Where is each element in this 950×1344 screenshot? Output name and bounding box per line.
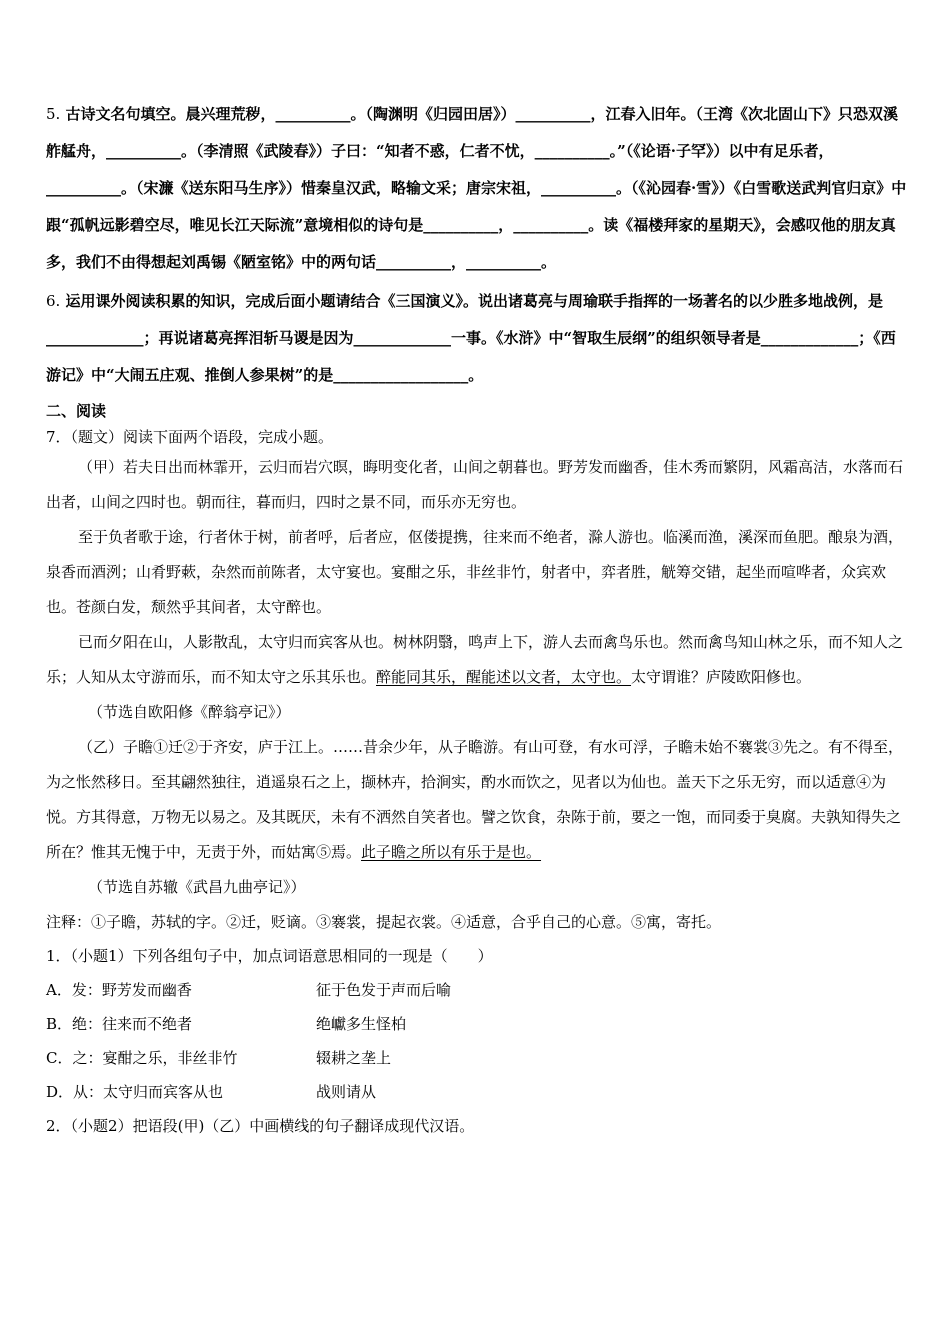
question-6-text: 运用课外阅读积累的知识，完成后面小题请结合《三国演义》。说出诸葛亮与周瑜联手指挥的一场著名的以少胜多地战例，是_____________；再说诸葛亮挥泪斩马谡是因为_____________一事。《水浒》中“智取生辰纲”的组织领导者是_____________；《西游记》中“大闹五庄观、推倒人参果树”的是__________________。 <box>46 292 896 384</box>
underlined-sentence-jia: 醉能同其乐，醒能述以文者，太守也。 <box>376 668 632 686</box>
underlined-sentence-yi: 此子瞻之所以有乐于是也。 <box>361 843 542 861</box>
question-5-number: 5. <box>46 105 61 123</box>
passage-yi-source: （节选自苏辙《武昌九曲亭记》） <box>88 878 306 896</box>
option-a <box>46 973 908 1007</box>
option-a-left: A．发：野芳发而幽香 <box>46 981 192 999</box>
question-5-text: 古诗文名句填空。晨兴理荒秽，__________。（陶渊明《归园田居》）__________，江春入旧年。（王湾《次北固山下》只恐双溪舴艋舟，__________。（李清照《武陵春》）子曰：“知者不惑，仁者不忧，__________。”（《论语·子罕》）以中有足乐者，__________。（宋濂《送东阳马生序》）惜秦皇汉武，略输文采；唐宗宋祖，__________。（《沁园春·雪》）《白雪歌送武判官归京》中跟“孤帆远影碧空尽，唯见长江天际流”意境相似的诗句是__________，__________。读《福楼拜家的星期天》，会感叹他的朋友真多，我们不由得想起刘禹锡《陋室铭》中的两句话__________，__________。 <box>46 105 907 271</box>
annotations: 注释：①子瞻，苏轼的字。②迁，贬谪。③褰裳，提起衣裳。④适意，合乎自己的心意。⑤寓，寄托。 <box>46 913 722 931</box>
question-6 <box>46 283 908 394</box>
option-d-right: 战则请从 <box>316 1083 377 1101</box>
passage-jia-p3-text-a: 已而夕阳在山，人影散乱，太守归而宾客从也。树林阴翳，鸣声上下，游人去而禽鸟乐也。然而禽鸟知山林之乐，而不知人之乐；人知从太守游而乐，而不知太守之乐其乐也。 <box>46 633 904 686</box>
option-b-right: 绝巘多生怪柏 <box>316 1015 407 1033</box>
option-b <box>46 1007 908 1041</box>
passage-jia-paragraph-1: （甲）若夫日出而林霏开，云归而岩穴暝，晦明变化者，山间之朝暮也。野芳发而幽香，佳木秀而繁阴，风霜高洁，水落而石出者，山间之四时也。朝而往，暮而归，四时之景不同，而乐亦无穷也。 <box>46 458 904 511</box>
passage-jia-p3-text-b: 太守谓谁？庐陵欧阳修也。 <box>631 668 812 686</box>
question-5 <box>46 96 908 281</box>
option-c-left: C．之：宴酣之乐，非丝非竹 <box>46 1049 238 1067</box>
option-d <box>46 1075 908 1109</box>
passage-jia-paragraph-3 <box>46 625 908 695</box>
section-heading-reading: 二、阅读 <box>46 402 107 420</box>
passage-jia-source: （节选自欧阳修《醉翁亭记》） <box>88 703 291 721</box>
question-7-intro: 7．（题文）阅读下面两个语段，完成小题。 <box>46 428 334 446</box>
sub-question-1: 1．（小题1）下列各组句子中，加点词语意思相同的一现是（ ） <box>46 947 493 965</box>
question-6-number: 6. <box>46 292 61 310</box>
passage-yi <box>46 730 908 870</box>
option-d-left: D．从：太守归而宾客从也 <box>46 1083 224 1101</box>
option-c <box>46 1041 908 1075</box>
passage-yi-text: （乙）子瞻①迁②于齐安，庐于江上。……昔余少年，从子瞻游。有山可登，有水可浮，子瞻未始不褰裳③先之。有不得至，为之怅然移日。至其翩然独往，逍遥泉石之上，撷林卉，拾涧实，酌水而饮之，见者以为仙也。盖天下之乐无穷，而以适意④为悦。方其得意，万物无以易之。及其既厌，未有不洒然自笑者也。譬之饮食，杂陈于前，要之一饱，而同委于臭腐。夫孰知得失之所在？惟其无愧于中，无责于外，而姑寓⑤焉。 <box>46 738 904 861</box>
document-page <box>46 96 908 1143</box>
sub-question-2: 2．（小题2）把语段(甲)（乙）中画横线的句子翻译成现代汉语。 <box>46 1117 475 1135</box>
passage-jia-paragraph-2: 至于负者歌于途，行者休于树，前者呼，后者应，伛偻提携，往来而不绝者，滁人游也。临溪而渔，溪深而鱼肥。酿泉为酒，泉香而酒洌；山肴野蔌，杂然而前陈者，太守宴也。宴酣之乐，非丝非竹，射者中，弈者胜，觥筹交错，起坐而喧哗者，众宾欢也。苍颜白发，颓然乎其间者，太守醉也。 <box>46 528 904 616</box>
option-b-left: B．绝：往来而不绝者 <box>46 1015 193 1033</box>
option-c-right: 辍耕之垄上 <box>316 1049 392 1067</box>
option-a-right: 征于色发于声而后喻 <box>316 981 452 999</box>
